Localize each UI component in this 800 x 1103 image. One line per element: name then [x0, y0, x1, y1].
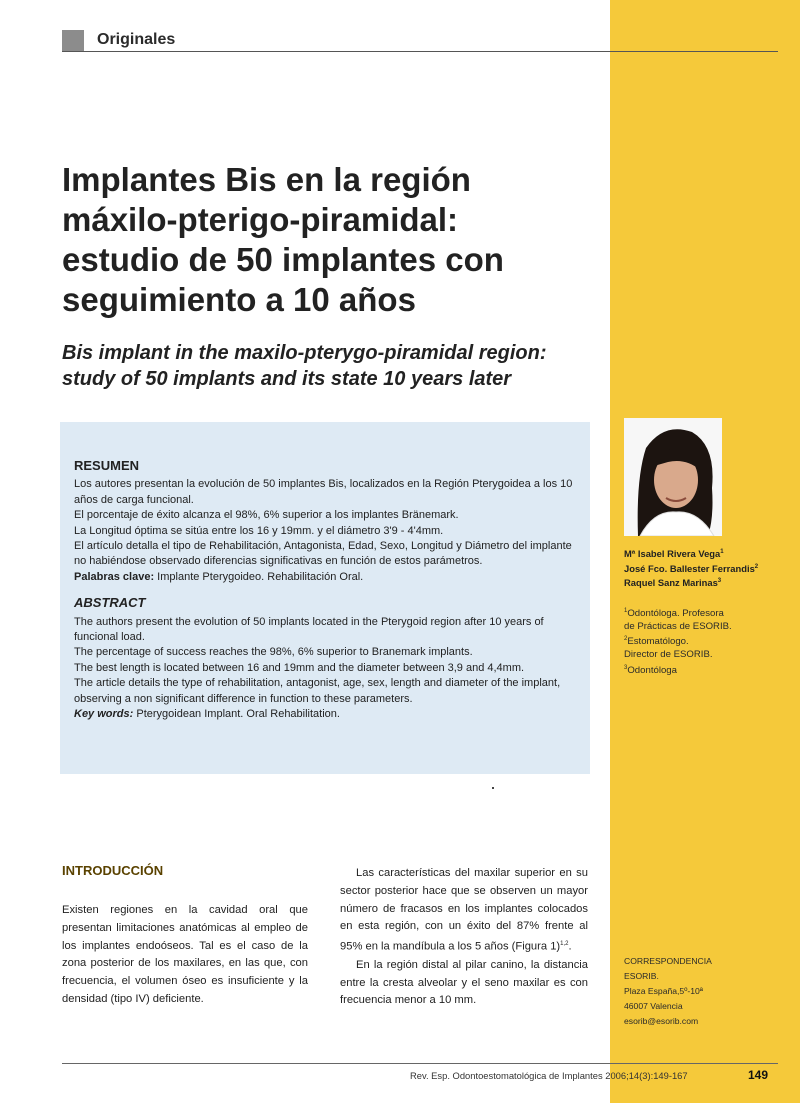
speck [492, 787, 494, 789]
resumen-paragraph: El artículo detalla el tipo de Rehabilitación, Antagonista, Edad, Sexo, Longitud y Diámetro del implante no habiéndose observado diferencias significativas en función de estos parámetros. [74, 540, 572, 568]
correspondence-line: ESORIB. [624, 971, 659, 981]
section-label: Originales [97, 31, 176, 48]
author-name: Mª Isabel Rivera Vega$^1$ [624, 548, 724, 560]
abstract-box [60, 422, 590, 774]
resumen-heading: RESUMEN [74, 458, 140, 473]
correspondence-line: Plaza España,5º-10ª [624, 986, 703, 996]
abstract-paragraph: The authors present the evolution of 50 implants located in the Pterygoid region after 10 years of funcional load. [74, 615, 544, 644]
resumen-paragraph: El porcentaje de éxito alcanza el 98%, 6% superior a los implantes Bränemark. [74, 509, 459, 522]
keywords-label: Palabras clave: [74, 570, 155, 583]
bottom-divider [62, 1063, 778, 1064]
correspondence [624, 954, 794, 1029]
correspondence-line: 46007 Valencia [624, 1001, 683, 1011]
author-name: Raquel Sanz Marinas$^3$ [624, 577, 722, 589]
top-divider [62, 51, 778, 52]
abstract-paragraph: The article details the type of rehabilitation, antagonist, age, sex, length and diameter of the implant, observing a non significant difference in function to these parameters. [74, 677, 561, 705]
body-paragraph: Existen regiones en la cavidad oral que presentan limitaciones anatómicas al empleo de los implantes endoóseos. Tal es el caso de la zona posterior de los maxilares, en las que, con frecuencia, el volumen óseo es insuficiente y la densidad (tipo IV) deficiente. [62, 904, 308, 1005]
abstract-paragraph: The best length is located between 16 and 19mm and the diameter between 3,9 and 4,4mm. [74, 661, 525, 674]
resumen-paragraph: La Longitud óptima se sitúa entre los 16 y 19mm. y el diámetro 3'9 - 4'4mm. [74, 524, 444, 537]
affiliations [624, 605, 794, 678]
affiliation-line: $^3$Odontóloga [624, 664, 677, 676]
body-column-left [62, 902, 308, 1009]
author-photo [624, 418, 722, 536]
keywords-label: Key words: [74, 708, 134, 721]
page-number: 149 [748, 1068, 769, 1082]
affiliation-line: Director de ESORIB. [624, 649, 713, 661]
keywords-text: Pterygoidean Implant. Oral Rehabilitation. [133, 708, 340, 721]
affiliation-line: $^2$Estomatólogo. [624, 636, 689, 648]
correspondence-email[interactable]: esorib@esorib.com [624, 1016, 699, 1026]
body-paragraph: En la región distal al pilar canino, la distancia entre la cresta alveolar y el seno maxilar es con frecuencia menor a 10 mm. [340, 958, 588, 1007]
abstract-keywords [74, 707, 578, 722]
correspondence-heading: CORRESPONDENCIA [624, 956, 712, 966]
affiliation-line: de Prácticas de ESORIB. [624, 620, 732, 632]
keywords-text: Implante Pterygoideo. Rehabilitación Oral. [154, 570, 364, 583]
abstract-heading: ABSTRACT [74, 595, 146, 611]
article-title: Implantes Bis en la región máxilo-pterigo-piramidal: estudio de 50 implantes con seguimiento a 10 años [62, 161, 504, 318]
affiliation-line: $^1$Odontóloga. Profesora [624, 608, 724, 620]
article-title-english: Bis implant in the maxilo-pterygo-piramidal region: study of 50 implants and its state 10 years later [62, 342, 547, 390]
abstract-paragraph: The percentage of success reaches the 98%, 6% superior to Branemark implants. [74, 646, 473, 659]
author-name: José Fco. Ballester Ferrandis$^2$ [624, 562, 759, 574]
authors-list [624, 546, 800, 590]
journal-citation: Rev. Esp. Odontoestomatológica de Implantes 2006;14(3):149-167 [410, 1070, 688, 1081]
body-column-right [340, 865, 588, 1010]
body-paragraph: Las características del maxilar superior en su sector posterior hace que se observen un mayor número de fracasos en los implantes colocados en esta región, con un éxito del 87% frente al 95% en la mandíbula a los 5 años (Figura 1)$^{1,2}$. [340, 867, 588, 953]
resumen-keywords [74, 570, 578, 585]
section-marker [62, 30, 84, 52]
resumen-paragraph: Los autores presentan la evolución de 50 implantes Bis, localizados en la Región Pterygoidea a los 10 años de carga funcional. [74, 478, 573, 506]
intro-heading: INTRODUCCIÓN [62, 863, 164, 878]
